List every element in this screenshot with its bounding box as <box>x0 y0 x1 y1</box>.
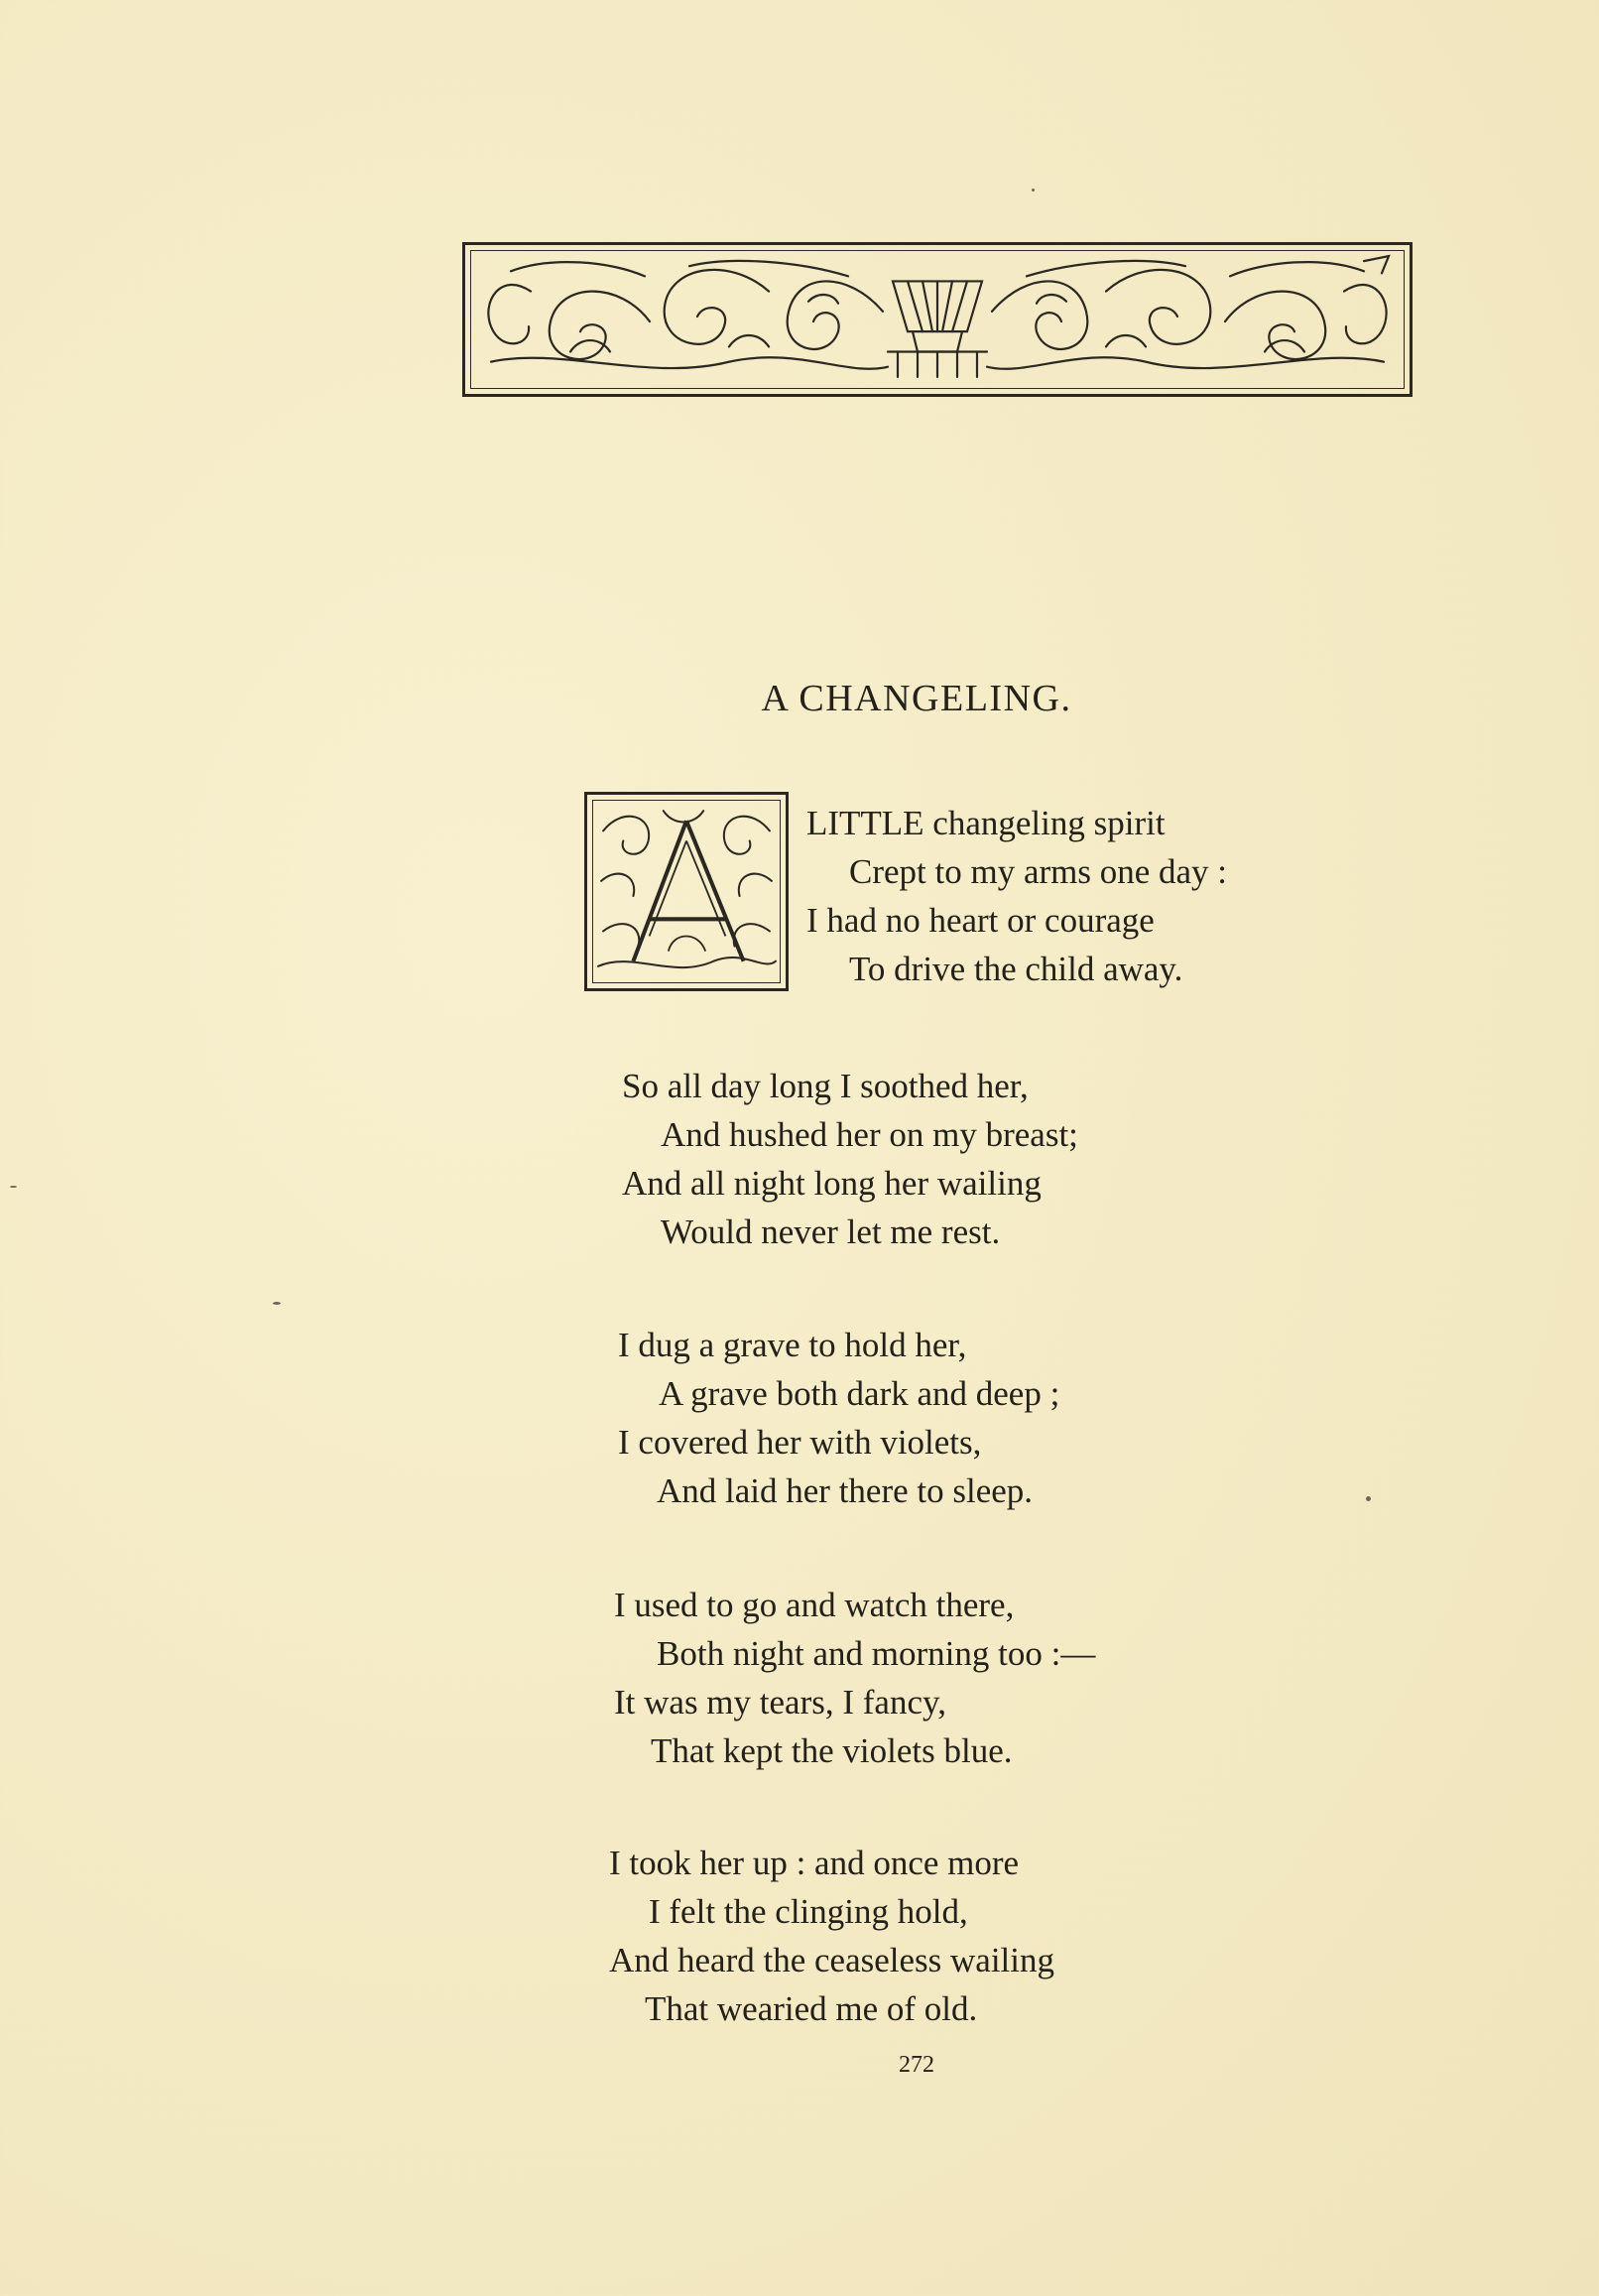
poem-title: A CHANGELING. <box>761 678 1072 719</box>
poem-line: LITTLE changeling spirit <box>806 804 1166 842</box>
poem-line: Both night and morning too :— <box>657 1634 1096 1673</box>
poem-line: I had no heart or courage <box>806 901 1155 940</box>
ornate-letter-a-icon <box>593 801 780 982</box>
poem-line: Would never let me rest. <box>661 1212 1001 1251</box>
poem-line: I took her up : and once more <box>609 1844 1020 1882</box>
poem-line: And heard the ceaseless wailing <box>609 1941 1055 1979</box>
paper-speck <box>1366 1496 1371 1501</box>
drop-cap-initial <box>584 792 789 991</box>
poem-line: And laid her there to sleep. <box>657 1471 1034 1510</box>
headpiece-ornament <box>462 242 1413 397</box>
poem-line: So all day long I soothed her, <box>622 1067 1029 1105</box>
poem-line: A grave both dark and deep ; <box>659 1374 1060 1413</box>
poem-line: I dug a grave to hold her, <box>618 1326 967 1364</box>
poem-line: Crept to my arms one day : <box>849 852 1228 891</box>
paper-speck <box>10 1186 17 1188</box>
poem-line: I used to go and watch there, <box>614 1586 1015 1624</box>
page-number: 272 <box>899 2052 934 2078</box>
paper-speck <box>1032 189 1035 191</box>
poem-line: It was my tears, I fancy, <box>614 1683 946 1722</box>
paper-speck <box>273 1302 281 1305</box>
poem-line: That kept the violets blue. <box>651 1731 1013 1770</box>
poem-line: And hushed her on my breast; <box>661 1115 1078 1154</box>
poem-line: That wearied me of old. <box>645 1989 978 2028</box>
poem-line: I covered her with violets, <box>618 1423 982 1462</box>
poem-line: I felt the clinging hold, <box>649 1892 968 1931</box>
poem-line: To drive the child away. <box>849 950 1183 988</box>
floral-scroll-ornament <box>471 251 1404 388</box>
poem-line: And all night long her wailing <box>622 1164 1042 1203</box>
